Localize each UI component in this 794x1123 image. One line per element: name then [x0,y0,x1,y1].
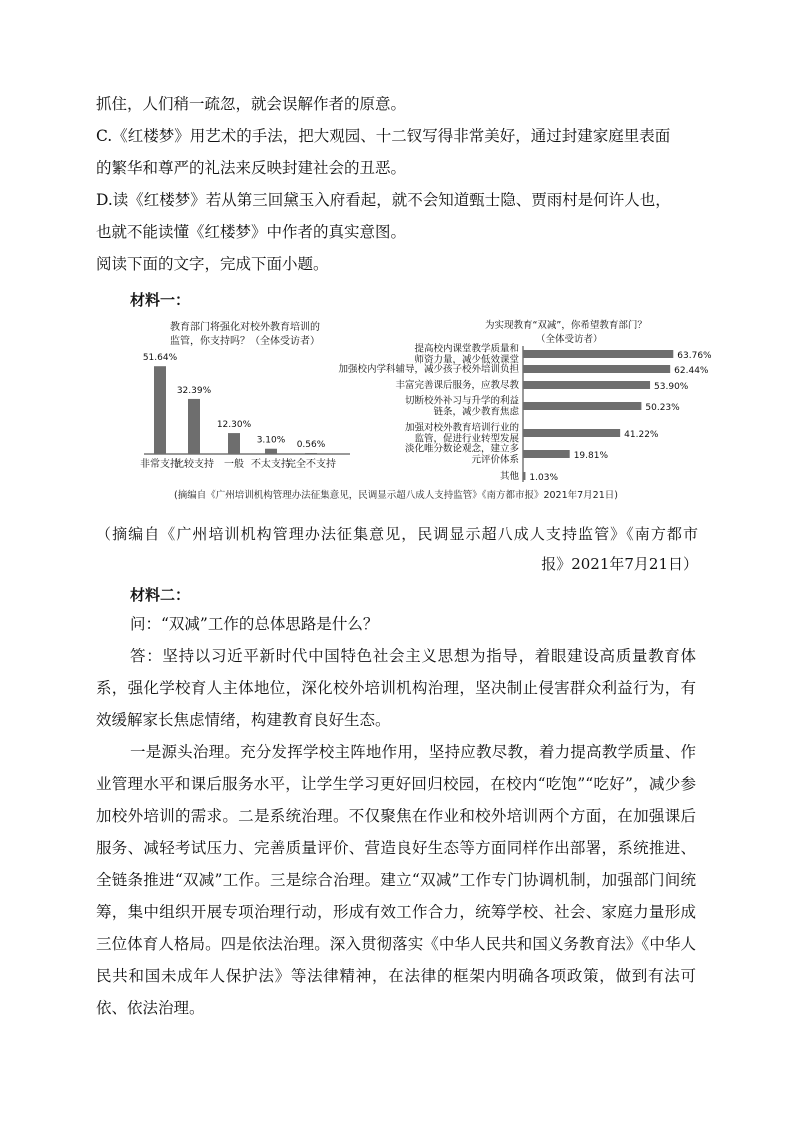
chart1-category-label: 非常支持 [140,459,180,470]
chart2-bar [523,402,641,410]
chart2-category-label: 元评价体系 [471,454,519,466]
support-bar-chart [140,320,350,470]
chart2-title: （全体受访者） [536,334,603,345]
chart1-bar [188,399,200,454]
question-paragraph: 问：“双减”工作的总体思路是什么？ [130,615,379,633]
chart2-category-label: 链条，减少教育焦虑 [433,406,519,418]
chart2-value-label: 63.76% [677,351,712,361]
chart1-bar [265,449,277,454]
chart1-category-label: 比较支持 [174,459,214,470]
chart2-value-label: 1.03% [529,473,559,483]
chart1-value-label: 12.30% [216,420,252,431]
material2-heading: 材料二： [130,586,191,604]
detail-paragraph: 一是源头治理。充分发挥学校主阵地作用，坚持应教尽教，着力提高教学质量、作业管理水平和课后服务水平，让学生学习更好回归校园，在校内“吃饱”“吃好”，减少参加校外培训的需求。二是系统治理。不仅聚焦在作业和校外培训两个方面，在加强课后服务、减轻考试压力、完善质量评价、营造良好生态等方面同样作出部署，系统推进、全链条推进“双减”工作。三是综合治理。建立“双减”工作专门协调机制，加强部门间统筹，集中组织开展专项治理行动，形成有效工作合力，统筹学校、社会、家庭力量形成三位体育人格局。四是依法治理。深入贯彻落实《中华人民共和国义务教育法》《中华人民共和国未成年人保护法》等法律精神，在法律的框架内明确各项政策，做到有法可依、依法治理。 [96,743,696,1017]
chart2-category-label: 切断校外补习与升学的利益 [404,395,519,407]
chart2-category-label: 加强校内学科辅导，减少孩子校外培训负担 [338,364,519,375]
source-note [96,519,698,579]
chart2-value-label: 19.81% [573,451,609,461]
chart1-bar [305,453,317,454]
chart1-value-label: 51.64% [142,353,178,364]
source-line-1: （摘编自《广州培训机构管理办法征集意见，民调显示超八成人支持监管》《南方都市 [96,525,698,543]
chart2-bar [523,365,670,373]
chart2-category-label: 监管，促进行业转型发展 [414,433,519,445]
chart2-category-label: 加强对校外教育培训行业的 [404,422,519,434]
chart2-bar [523,350,673,358]
survey-charts-figure [118,312,712,506]
answer-paragraph: 答：坚持以习近平新时代中国特色社会主义思想为指导，着眼建设高质量教育体系，强化学校育人主体地位，深化校外培训机构治理，坚决制止侵害群众利益行为，有效缓解家长焦虑情绪，构建教育良好生态。 [96,647,696,729]
chart1-bar [154,366,166,454]
chart2-category-label: 其他 [499,471,519,482]
text-line: C.《红楼梦》用艺术的手法，把大观园、十二钗写得非常美好，通过封建家庭里表面 [96,127,671,145]
chart2-category-label: 淡化唯分数论观念，建立多 [404,443,519,455]
chart-caption: (摘编自《广州培训机构管理办法征集意见，民调显示超八成人支持监管》《南方都市报》2021年7月21日) [174,490,618,501]
chart1-category-label: 完全不支持 [286,459,336,470]
text-line: 的繁华和尊严的礼法来反映封建社会的丑恶。 [96,159,407,177]
chart2-value-label: 53.90% [654,382,689,392]
material1-heading: 材料一： [130,291,191,309]
material2-body [96,608,696,1024]
chart1-title: 监管，你支持吗？（全体受访者） [170,336,320,347]
text-line: D.读《红楼梦》若从第三回黛玉入府看起，就不会知道甄士隐、贾雨村是何许人也， [96,191,671,209]
chart1-category-label: 不太支持 [251,459,291,470]
chart1-title: 教育部门将强化对校外教育培训的 [170,322,320,333]
text-line: 抓住，人们稍一疏忽，就会误解作者的原意。 [96,95,407,113]
chart2-category-label: 丰富完善课后服务，应教尽教 [395,380,519,391]
chart2-value-label: 62.44% [674,366,709,376]
expectation-bar-chart [338,319,712,483]
text-line: 也就不能读懂《红楼梦》中作者的真实意图。 [96,223,407,241]
chart2-value-label: 41.22% [624,430,659,440]
chart2-value-label: 50.23% [645,403,680,413]
chart1-bar [228,433,240,454]
chart2-category-label: 提高校内课堂教学质量和 [414,343,519,355]
text-line: 阅读下面的文字，完成下面小题。 [96,255,329,273]
chart2-bar [523,429,620,437]
chart2-bar [523,472,525,480]
chart1-value-label: 0.56% [296,440,326,451]
chart1-category-label: 一般 [224,459,244,470]
chart2-category-label: 师资力量，减少低效课堂 [414,354,519,366]
chart1-value-label: 3.10% [256,435,286,446]
chart2-bar [523,381,650,389]
chart2-bar [523,450,570,458]
source-line-2: 报》2021年7月21日） [541,555,698,573]
chart1-value-label: 32.39% [176,385,212,396]
chart2-title: 为实现教育“双减”，你希望教育部门？ [485,320,647,331]
